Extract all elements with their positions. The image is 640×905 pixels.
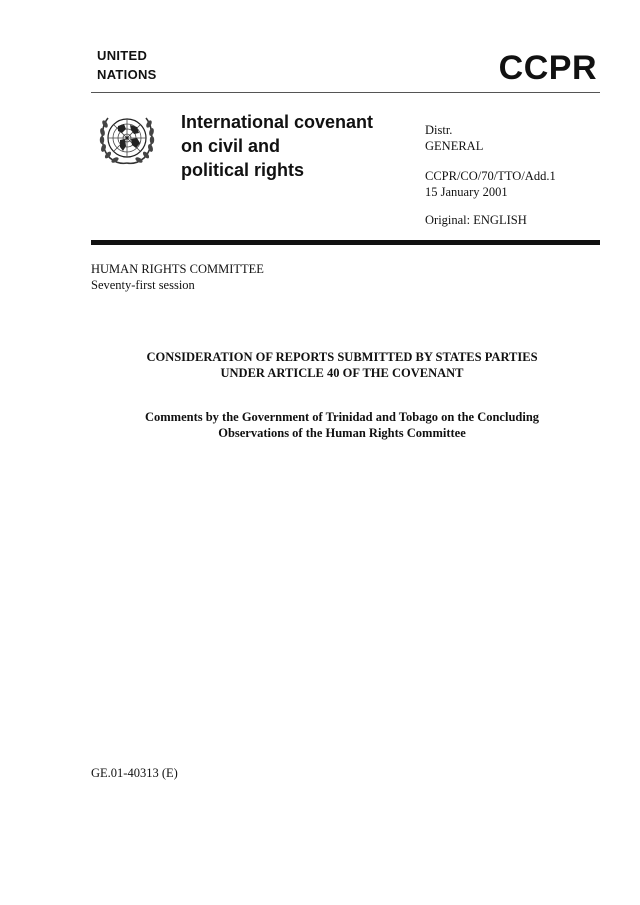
job-number: GE.01-40313 (E) [91,766,178,780]
org-line-1: UNITED [97,48,148,63]
committee-session: Seventy-first session [91,278,195,292]
main-heading [91,349,593,381]
original-language: Original: ENGLISH [425,213,527,227]
document-symbol: CCPR/CO/70/TTO/Add.1 [425,169,556,183]
sub-heading [91,409,593,441]
title-divider [91,240,600,245]
document-series-symbol: CCPR [498,49,597,87]
header-divider [91,92,600,93]
main-heading-line-1: CONSIDERATION OF REPORTS SUBMITTED BY STATES PARTIES [146,350,538,364]
main-heading-line-2: UNDER ARTICLE 40 OF THE COVENANT [220,366,464,380]
covenant-title-line-1: International covenant [181,112,374,132]
distr-value: GENERAL [425,139,484,153]
un-emblem-icon [96,110,158,166]
distr-label: Distr. [425,123,453,137]
document-date: 15 January 2001 [425,185,508,199]
committee-block [91,261,264,293]
org-line-2: NATIONS [97,67,157,82]
covenant-title [181,110,373,182]
covenant-title-line-2: on civil and [181,136,281,156]
committee-name: HUMAN RIGHTS COMMITTEE [91,262,264,276]
organization-name [97,46,157,84]
sub-heading-line-1: Comments by the Government of Trinidad and Tobago on the Concluding [144,410,540,424]
covenant-title-line-3: political rights [181,160,305,180]
distribution-block [425,122,556,228]
sub-heading-line-2: Observations of the Human Rights Committee [218,426,466,440]
